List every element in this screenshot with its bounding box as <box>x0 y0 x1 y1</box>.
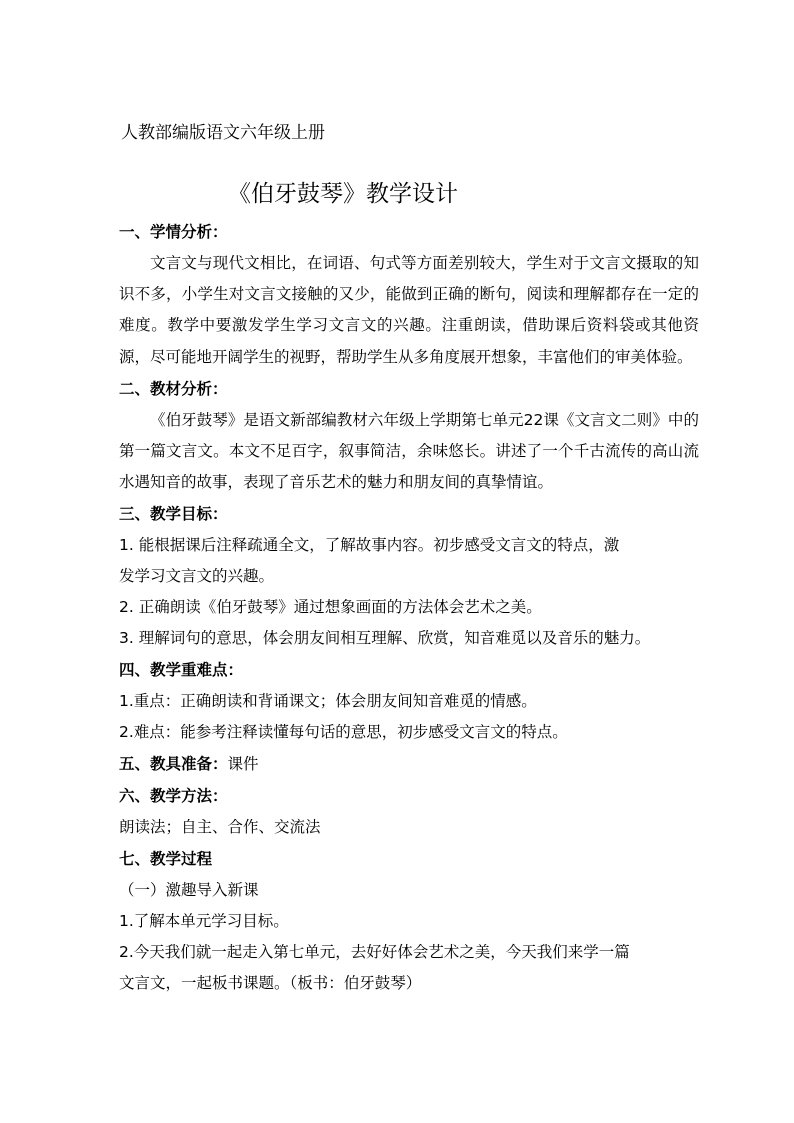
process-item: 1.了解本单元学习目标。 <box>119 912 289 931</box>
section-paragraph-learner-analysis: 文言文与现代文相比，在词语、句式等方面差别较大，学生对于文言文摄取的知识不多，小学生对文言文接触的又少，能做到正确的断句，阅读和理解都存在一定的难度。教学中要激发学生学习文言文的兴趣。注重朗读，借助课后资料袋或其他资源，尽可能地开阔学生的视野，帮助学生从多角度展开想象，丰富他们的审美体验。 <box>119 254 699 366</box>
section-heading-teaching-methods: 六、教学方法： <box>119 787 228 806</box>
document-title: 《伯牙鼓琴》教学设计 <box>228 181 458 207</box>
teaching-aids-label: 五、教具准备： <box>119 755 228 774</box>
section-heading-teaching-goals: 三、教学目标： <box>119 505 228 524</box>
section-heading-key-points: 四、教学重难点： <box>119 661 244 680</box>
section-heading-teaching-aids <box>119 748 699 780</box>
goal-item: 3. 理解词句的意思，体会朋友间相互理解、欣赏，知音难觅以及音乐的魅力。 <box>119 629 651 648</box>
section-paragraph-material-analysis: 《伯牙鼓琴》是语文新部编教材六年级上学期第七单元22课《文言文二则》中的第一篇文言文。本文不足百字，叙事简洁，余味悠长。讲述了一个千古流传的高山流水遇知音的故事，表现了音乐艺术的魅力和朋友间的真挚情谊。 <box>119 410 699 492</box>
teaching-methods-value: 朗读法；自主、合作、交流法 <box>119 818 321 837</box>
goal-item-continuation: 发学习文言文的兴趣。 <box>119 567 275 586</box>
section-heading-material-analysis: 二、教材分析： <box>119 379 228 398</box>
goal-item: 2. 正确朗读《伯牙鼓琴》通过想象画面的方法体会艺术之美。 <box>119 598 542 617</box>
goal-item: 1. 能根据课后注释疏通全文，了解故事内容。初步感受文言文的特点，激 <box>119 536 620 555</box>
section-heading-teaching-process: 七、教学过程 <box>119 850 213 869</box>
process-item: 2.今天我们就一起走入第七单元，去好好体会艺术之美，今天我们来学一篇 <box>119 943 630 962</box>
teaching-aids-value: 课件 <box>227 755 259 774</box>
section-heading-learner-analysis: 一、学情分析： <box>119 223 228 241</box>
document-subtitle: 人教部编版语文六年级上册 <box>121 123 325 143</box>
key-point-item: 2.难点：能参考注释读懂每句话的意思，初步感受文言文的特点。 <box>119 723 568 742</box>
document-body <box>119 216 699 999</box>
process-item-continuation: 文言文，一起板书课题。（板书：伯牙鼓琴） <box>119 974 422 993</box>
process-subheading: （一）激趣导入新课 <box>119 881 259 900</box>
key-point-item: 1.重点：正确朗读和背诵课文；体会朋友间知音难觅的情感。 <box>119 692 537 711</box>
